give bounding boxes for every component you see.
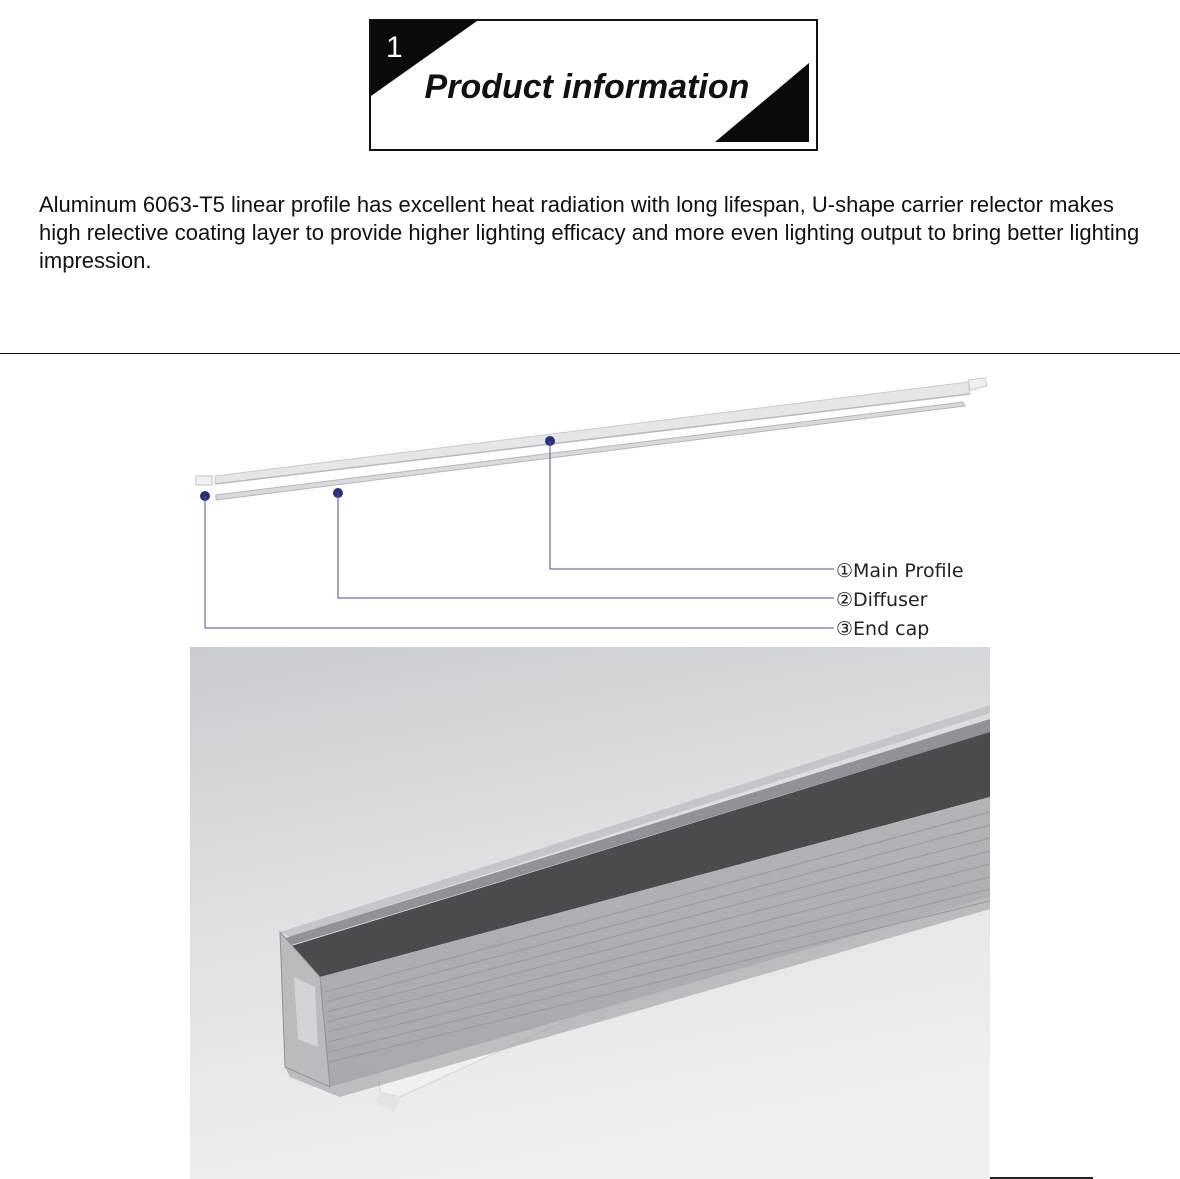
diffuser-bar [216, 402, 965, 500]
section-divider [0, 353, 1180, 354]
leader-diffuser [338, 493, 834, 598]
end-cap [196, 476, 212, 485]
section-number: 1 [386, 31, 403, 64]
leader-end-cap [205, 496, 834, 628]
callout-diffuser: ②Diffuser [836, 589, 928, 611]
product-description: Aluminum 6063-T5 linear profile has excellent heat radiation with long lifespan, U-shape carrier relector makes high relective coating layer to provide higher lighting efficacy and more even lighting output to bring better lighting impression. [39, 192, 1140, 273]
callout-end-cap: ③End cap [836, 618, 930, 640]
main-profile-bar [215, 378, 987, 484]
section-title: Product information [424, 68, 750, 106]
leader-main-profile [550, 441, 834, 569]
aluminum-profile-photo [190, 647, 990, 1179]
exploded-diagram [0, 360, 1180, 645]
callout-main-profile: ①Main Profile [836, 560, 964, 582]
